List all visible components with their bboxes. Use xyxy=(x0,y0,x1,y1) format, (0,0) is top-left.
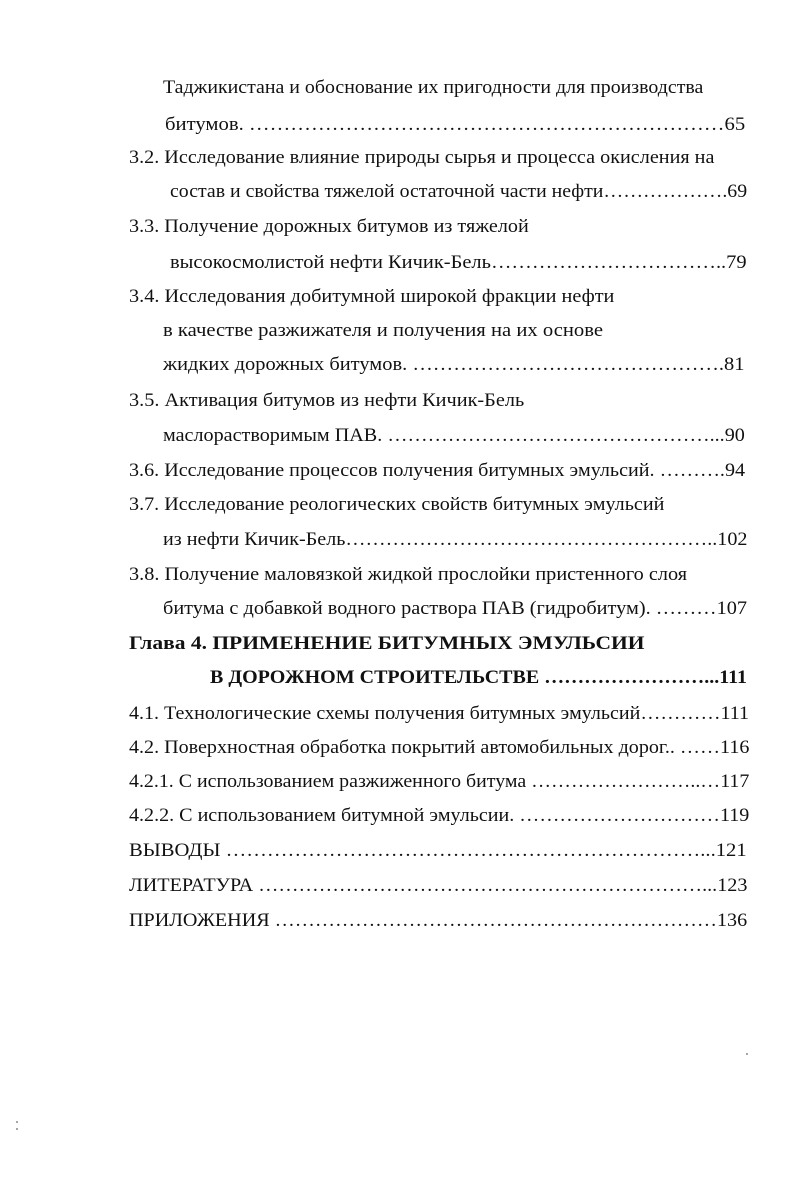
scan-speck xyxy=(746,1053,748,1055)
scan-speck xyxy=(16,1128,18,1130)
toc-line-appendices: ПРИЛОЖЕНИЯ …………………………………………………………136 xyxy=(129,910,748,931)
toc-line-3-2-page: состав и свойства тяжелой остаточной части нефти……………….69 xyxy=(170,181,748,202)
toc-line-3-4: 3.4. Исследования добитумной широкой фракции нефти xyxy=(129,286,615,307)
scan-speck xyxy=(16,1121,18,1123)
toc-line-3-8-page: битума с добавкой водного раствора ПАВ (гидробитум). ………107 xyxy=(163,598,748,619)
toc-line-4-1: 4.1. Технологические схемы получения битумных эмульсий…………111 xyxy=(129,703,750,724)
toc-line-4-2: 4.2. Поверхностная обработка покрытий автомобильных дорог.. ……116 xyxy=(129,737,750,758)
toc-chapter-4-page: В ДОРОЖНОМ СТРОИТЕЛЬСТВЕ ……………………...111 xyxy=(210,667,748,688)
toc-line-3-5: 3.5. Активация битумов из нефти Кичик-Бель xyxy=(129,390,525,411)
toc-line-4-2-2: 4.2.2. С использованием битумной эмульсии. …………………………119 xyxy=(129,805,750,826)
toc-line-3-4-cont: в качестве разжижателя и получения на их основе xyxy=(163,320,604,341)
toc-line-conclusions: ВЫВОДЫ ……………………………………………………………...121 xyxy=(129,840,747,861)
toc-chapter-4-title: Глава 4. ПРИМЕНЕНИЕ БИТУМНЫХ ЭМУЛЬСИИ xyxy=(129,633,645,654)
toc-line-3-6: 3.6. Исследование процессов получения битумных эмульсий. ……….94 xyxy=(129,460,746,481)
toc-line-3-3: 3.3. Получение дорожных битумов из тяжелой xyxy=(129,216,529,237)
toc-line-literature: ЛИТЕРАТУРА …………………………………………………………...123 xyxy=(129,875,748,896)
toc-line-4-2-1: 4.2.1. С использованием разжиженного битума ……………………..…117 xyxy=(129,771,750,792)
toc-line-3-7: 3.7. Исследование реологических свойств битумных эмульсий xyxy=(129,494,665,515)
toc-line-3-2: 3.2. Исследование влияние природы сырья и процесса окисления на xyxy=(129,147,715,168)
toc-line-3-1-cont: Таджикистана и обоснование их пригодности для производства xyxy=(163,77,704,98)
toc-line-3-8: 3.8. Получение маловязкой жидкой прослойки пристенного слоя xyxy=(129,564,688,585)
toc-line-3-4-page: жидких дорожных битумов. ……………………………………….81 xyxy=(163,354,745,375)
toc-line-3-3-page: высокосмолистой нефти Кичик-Бель……………………………..79 xyxy=(170,252,747,273)
toc-line-3-5-page: маслорастворимым ПАВ. …………………………………………...90 xyxy=(163,425,745,446)
toc-line-3-7-page: из нефти Кичик-Бель………………………………………………..102 xyxy=(163,529,748,550)
toc-line-3-1-page: битумов. ……………………………………………………………65 xyxy=(165,114,746,135)
